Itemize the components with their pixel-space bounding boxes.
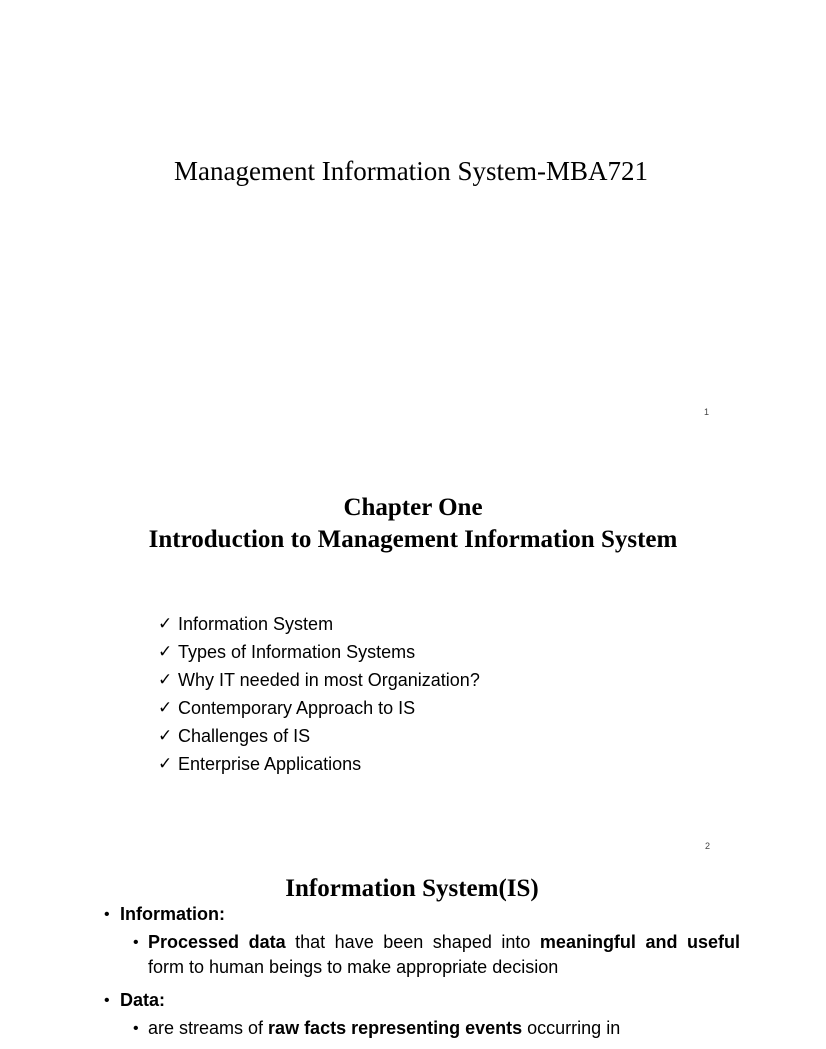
slide-3 (0, 864, 768, 1038)
list-item (104, 988, 740, 1013)
checkmark-icon: ✓ (158, 670, 173, 689)
page-number: 2 (705, 841, 711, 851)
definition-data: are streams of raw facts representing events occurring in (148, 1018, 621, 1038)
document-title: Management Information System-MBA721 (174, 156, 648, 186)
slide-2 (0, 432, 768, 864)
list-item: ✓ Challenges of IS (158, 722, 480, 750)
chapter-topics-list (158, 610, 480, 778)
definition-information: Processed data that have been shaped into meaningful and useful form to human beings to make appropriate decision (148, 932, 740, 977)
bullet-icon: • (104, 992, 110, 1009)
list-item: ✓ Types of Information Systems (158, 638, 480, 666)
section-title: Information System(IS) (285, 875, 539, 902)
checkmark-icon: ✓ (158, 726, 173, 745)
list-item (104, 930, 740, 980)
chapter-number: Chapter One (343, 494, 483, 521)
term-data: Data: (120, 990, 166, 1010)
checkmark-icon: ✓ (158, 642, 173, 661)
list-item: ✓ Enterprise Applications (158, 750, 480, 778)
list-item (104, 1016, 740, 1041)
bullet-icon: • (104, 906, 110, 923)
page-number: 1 (704, 407, 710, 417)
list-item (104, 902, 740, 927)
bullet-icon: • (133, 1020, 139, 1037)
list-item: ✓ Why IT needed in most Organization? (158, 666, 480, 694)
chapter-name: Introduction to Management Information System (148, 526, 678, 553)
checkmark-icon: ✓ (158, 754, 173, 773)
list-item: ✓ Information System (158, 610, 480, 638)
checkmark-icon: ✓ (158, 698, 173, 717)
slide-1 (0, 0, 768, 432)
definition-list (104, 902, 740, 1049)
checkmark-icon: ✓ (158, 614, 173, 633)
chapter-title (0, 492, 826, 556)
bullet-icon: • (133, 934, 139, 951)
list-item: ✓ Contemporary Approach to IS (158, 694, 480, 722)
term-information: Information: (120, 904, 225, 924)
